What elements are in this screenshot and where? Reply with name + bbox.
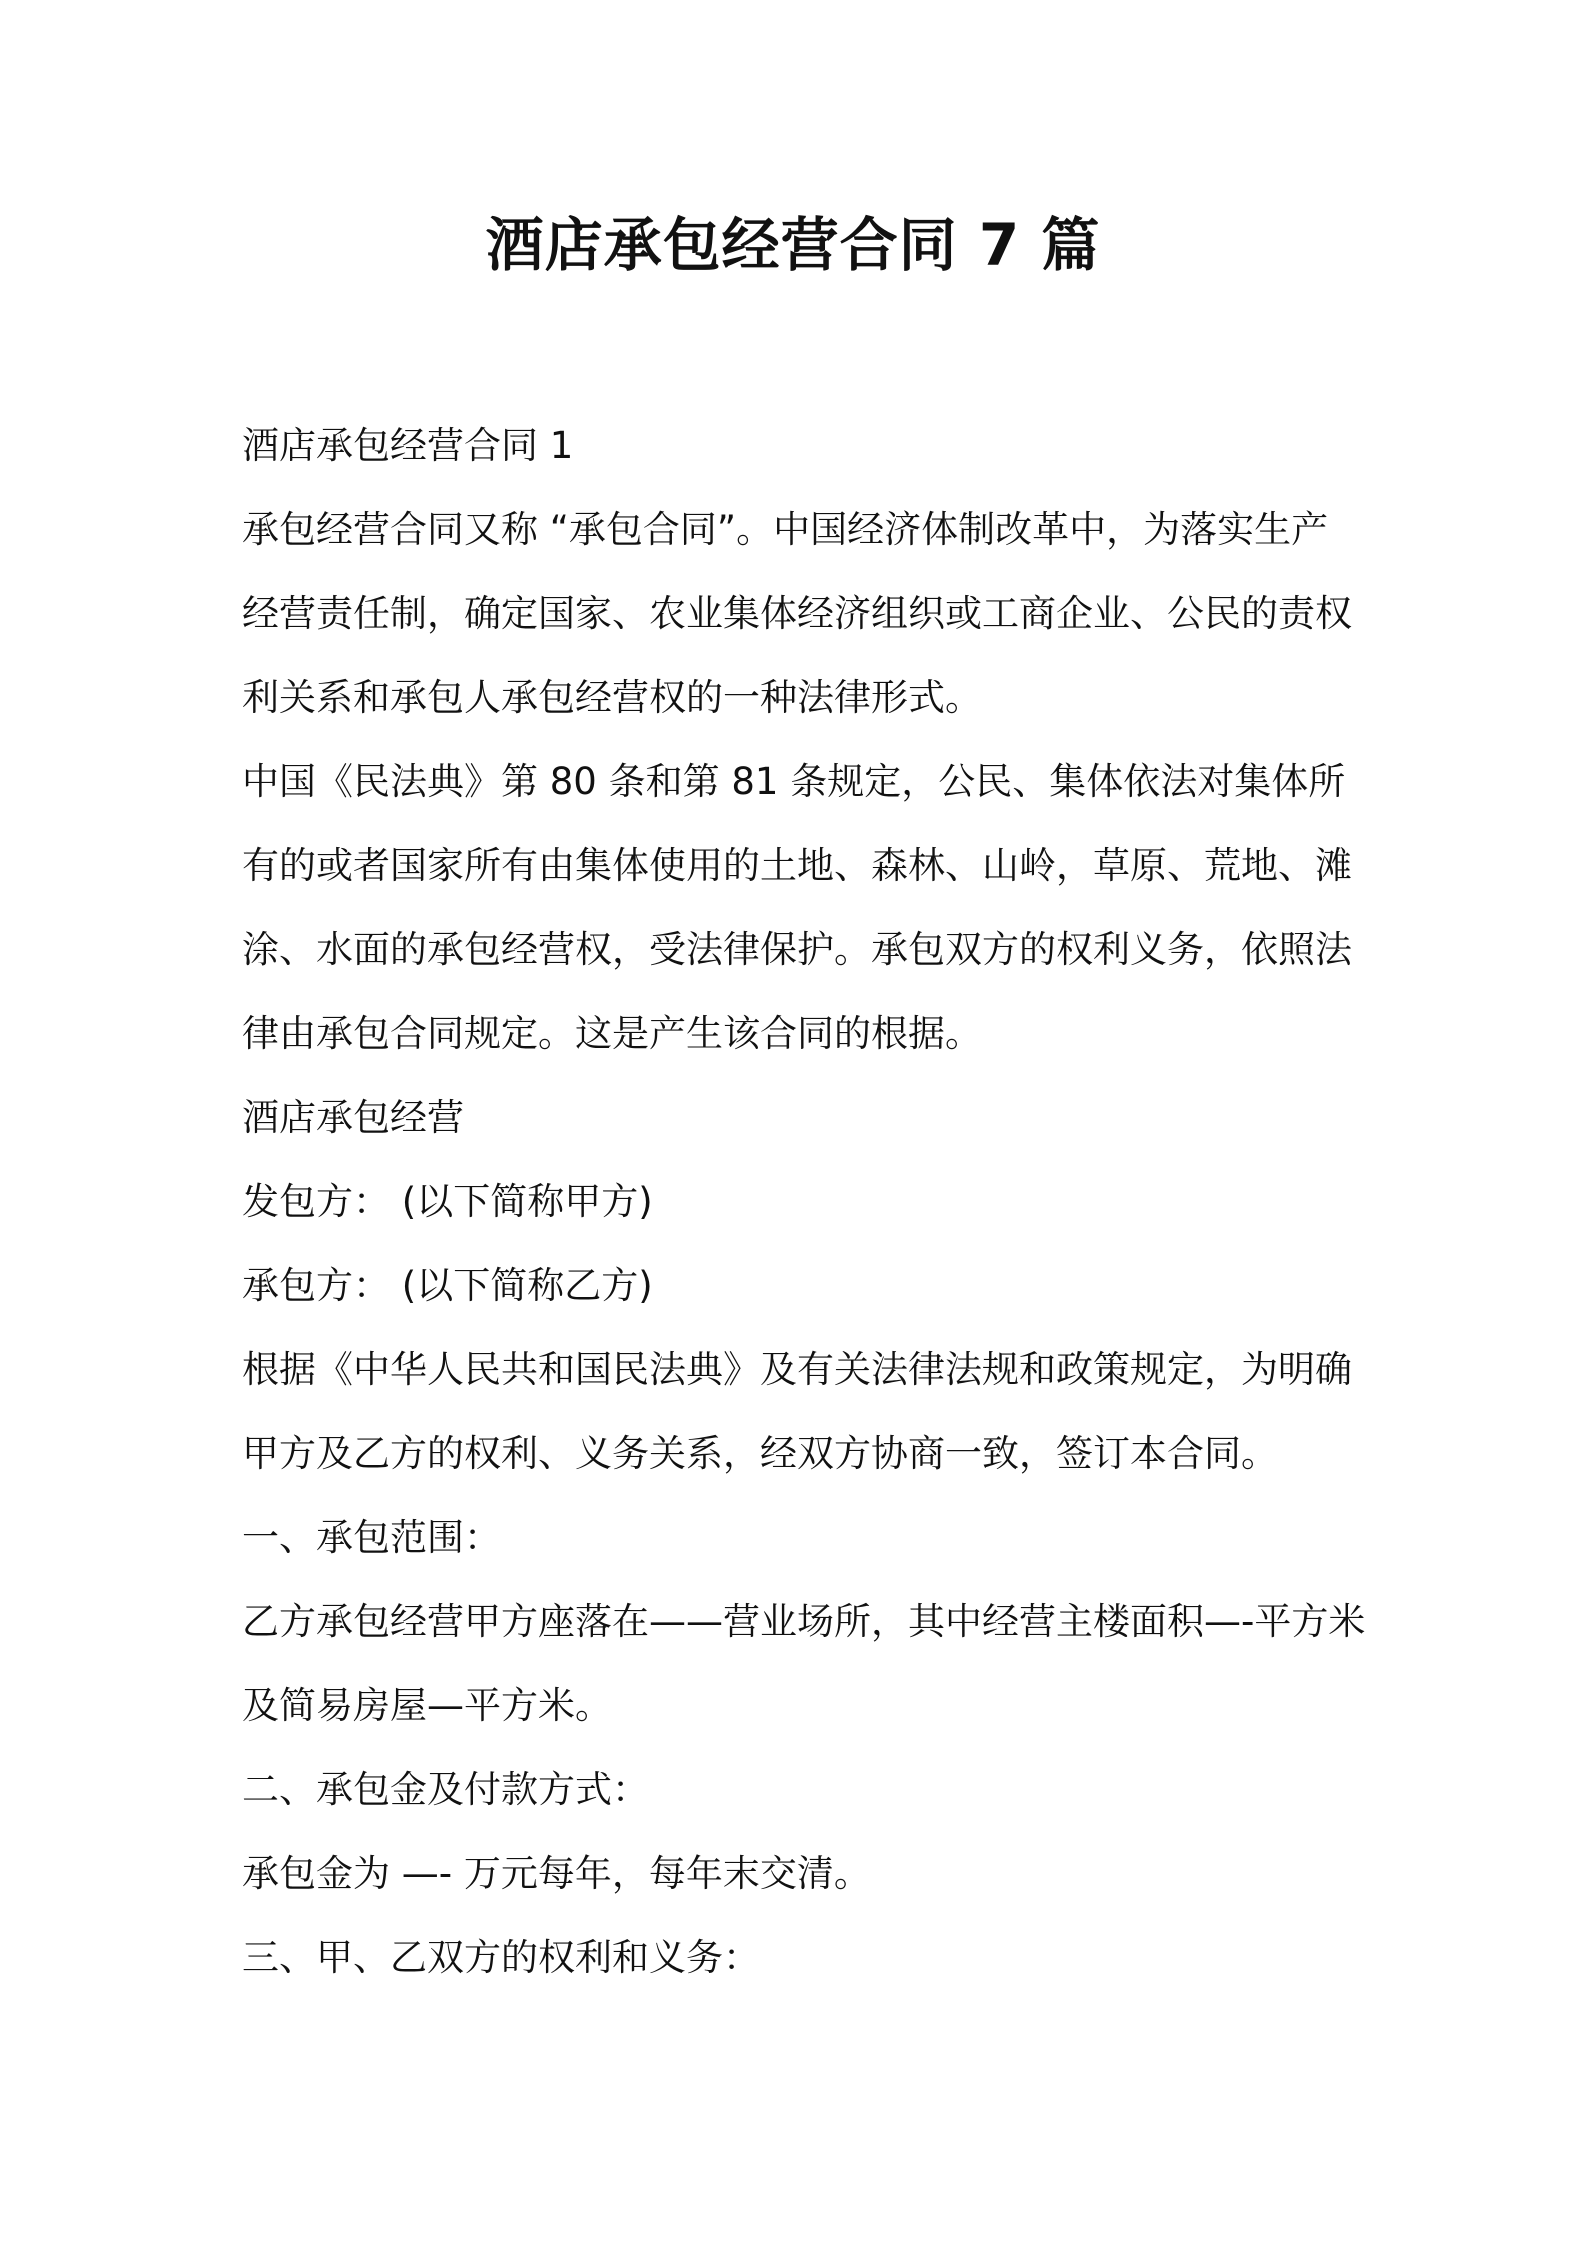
party-line: 承包方： (以下简称乙方) xyxy=(242,1264,653,1307)
paragraph-line: 及简易房屋—平方米。 xyxy=(242,1684,612,1727)
section-heading: 酒店承包经营合同 1 xyxy=(242,424,574,467)
paragraph-line: 律由承包合同规定。这是产生该合同的根据。 xyxy=(242,1012,982,1055)
clause-heading: 一、承包范围： xyxy=(242,1516,501,1559)
paragraph-line: 涂、水面的承包经营权，受法律保护。承包双方的权利义务，依照法 xyxy=(242,928,1352,971)
clause-heading: 三、甲、乙双方的权利和义务： xyxy=(242,1936,760,1979)
paragraph-line: 承包经营合同又称 “承包合同”。中国经济体制改革中，为落实生产 xyxy=(242,508,1329,551)
paragraph-line: 有的或者国家所有由集体使用的土地、森林、山岭，草原、荒地、滩 xyxy=(242,844,1352,887)
paragraph-line: 中国《民法典》第 80 条和第 81 条规定，公民、集体依法对集体所 xyxy=(242,760,1346,803)
paragraph-line: 甲方及乙方的权利、义务关系，经双方协商一致，签订本合同。 xyxy=(242,1432,1278,1475)
party-line: 发包方： (以下简称甲方) xyxy=(242,1180,653,1223)
section-heading: 酒店承包经营 xyxy=(242,1096,464,1139)
paragraph-line: 根据《中华人民共和国民法典》及有关法律法规和政策规定，为明确 xyxy=(242,1348,1352,1391)
clause-heading: 二、承包金及付款方式： xyxy=(242,1768,649,1811)
paragraph-line: 经营责任制，确定国家、农业集体经济组织或工商企业、公民的责权 xyxy=(242,592,1352,635)
paragraph-line: 承包金为 —- 万元每年，每年末交清。 xyxy=(242,1852,871,1895)
document-title: 酒店承包经营合同 7 篇 xyxy=(485,211,1101,279)
paragraph-line: 利关系和承包人承包经营权的一种法律形式。 xyxy=(242,676,982,719)
paragraph-line: 乙方承包经营甲方座落在——营业场所，其中经营主楼面积—-平方米 xyxy=(242,1600,1366,1643)
document-body xyxy=(242,404,1366,2000)
